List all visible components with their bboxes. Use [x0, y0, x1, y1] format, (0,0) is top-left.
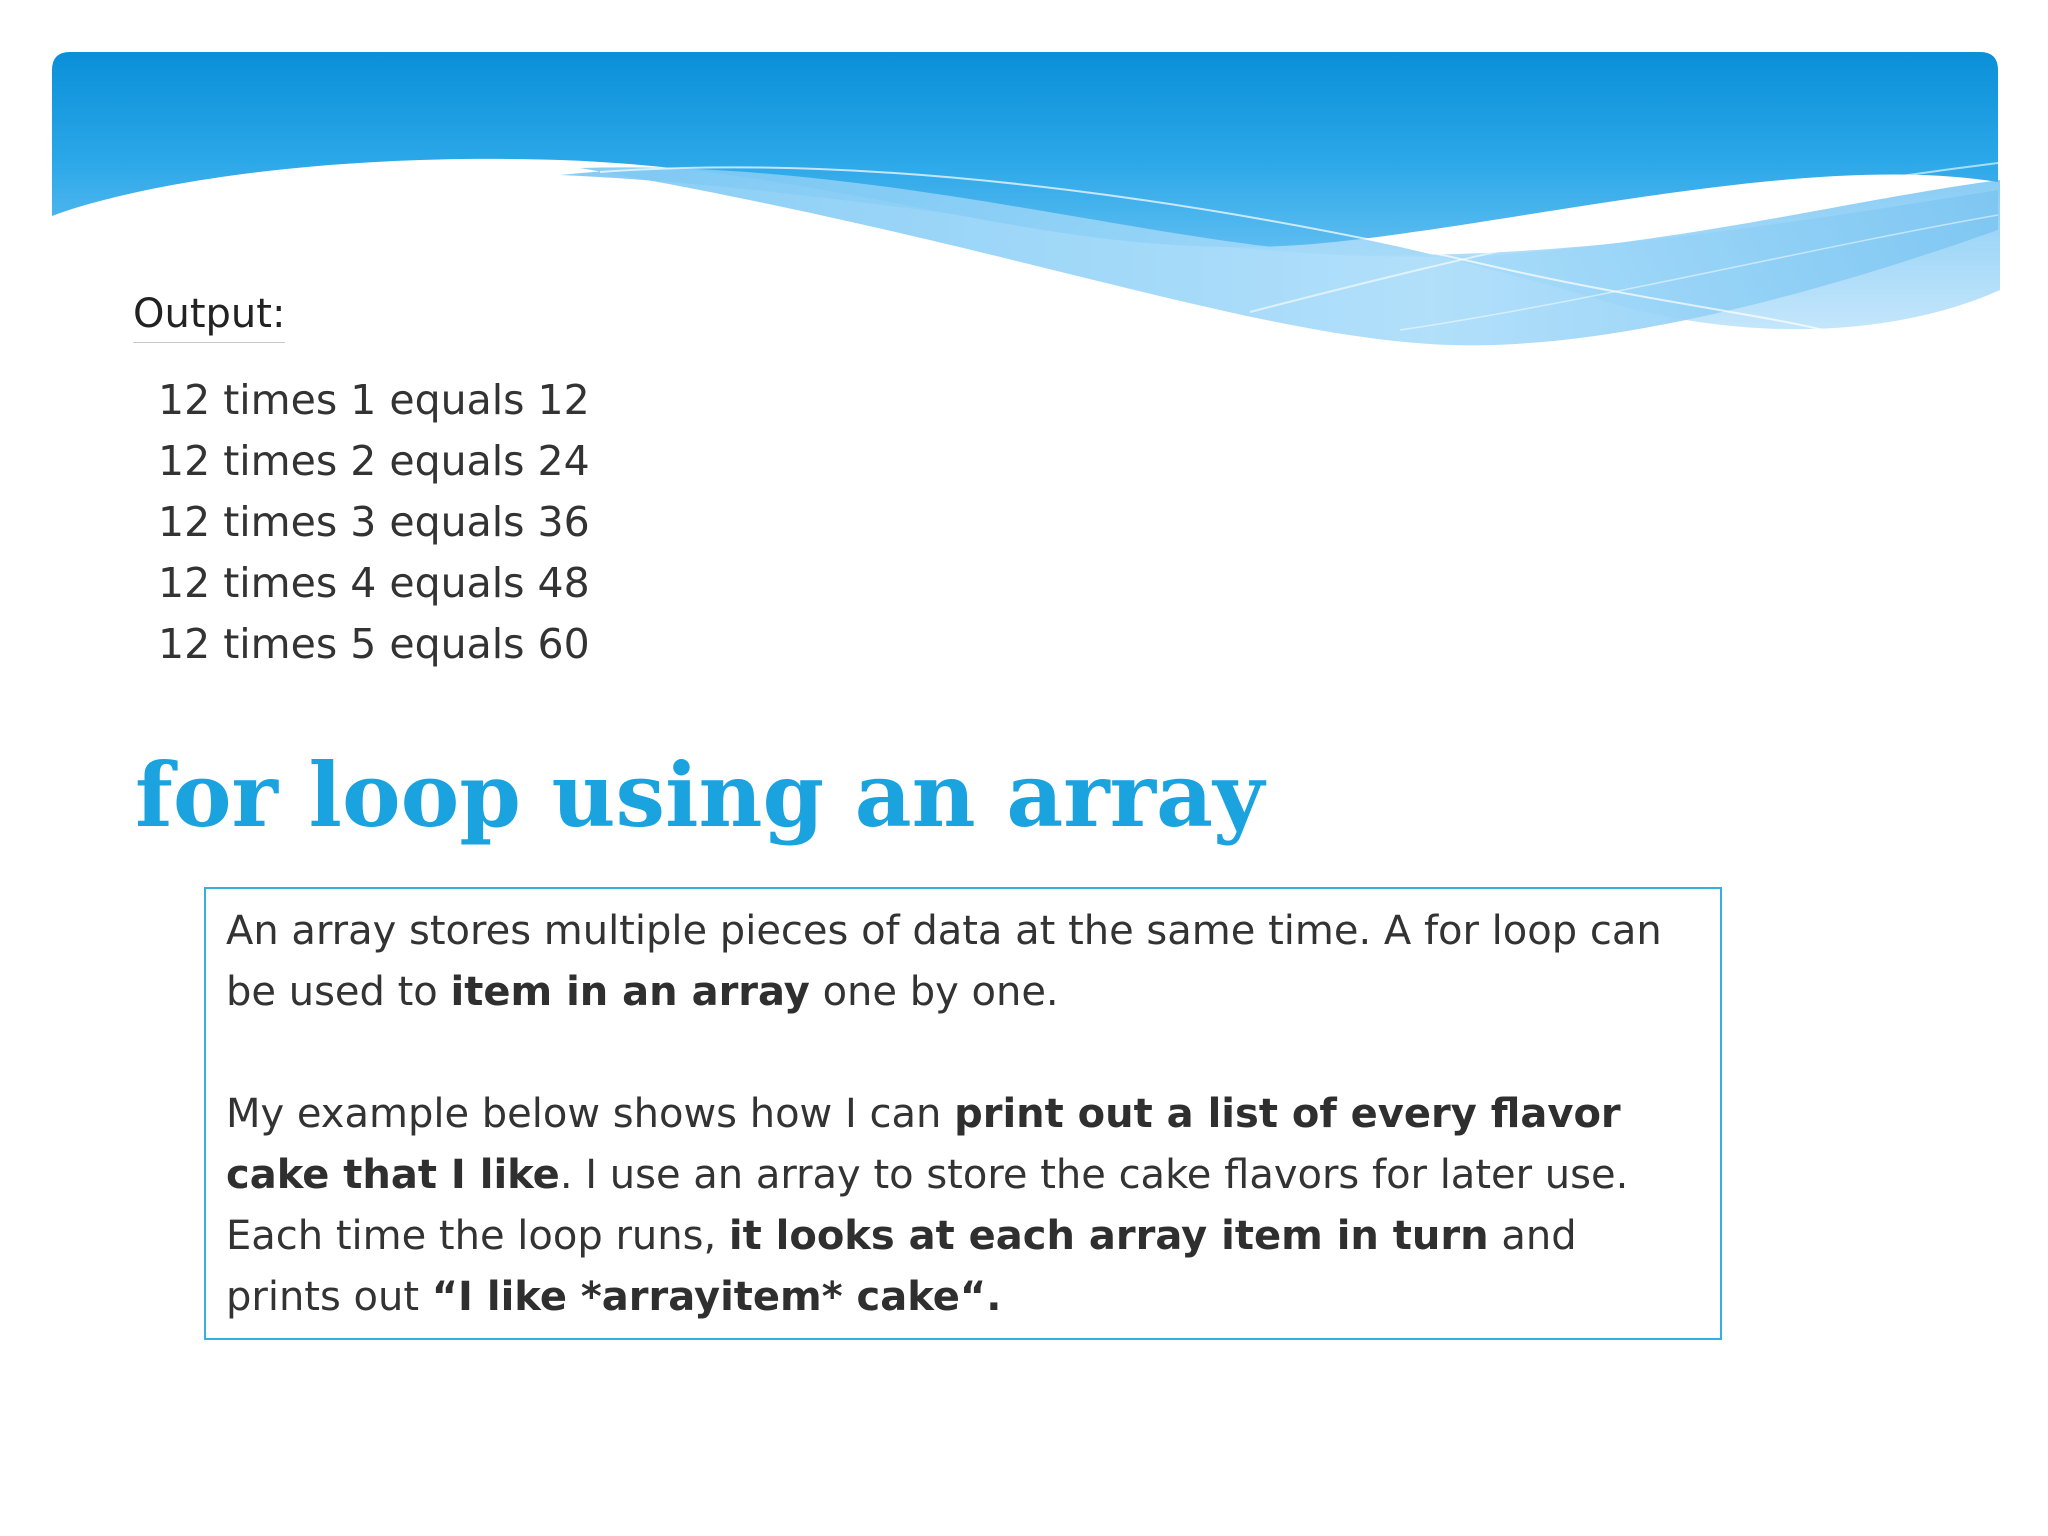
description-box [204, 887, 1722, 1340]
output-line: 12 times 3 equals 36 [158, 498, 590, 546]
paragraph-text: and prints out [226, 1213, 1577, 1320]
description-paragraph-1 [226, 901, 1700, 1023]
paragraph-bold-text: “I like *arrayitem* cake“. [431, 1274, 1002, 1320]
paragraph-text: one by one. [809, 969, 1059, 1015]
output-list [158, 370, 590, 675]
description-paragraph-2 [226, 1084, 1700, 1328]
paragraph-text: . I use an array to store the cake flavors for later use. Each time the loop runs, [226, 1152, 1629, 1259]
paragraph-text: An array stores multiple pieces of data at the same time. A for loop can be used to [226, 908, 1662, 1015]
output-line: 12 times 2 equals 24 [158, 437, 590, 485]
paragraph-bold-text: item in an array [450, 969, 810, 1015]
paragraph-bold-text: print out a list of every flavor cake that I like [226, 1091, 1621, 1198]
paragraph-spacer [226, 1023, 1700, 1084]
output-line: 12 times 5 equals 60 [158, 620, 590, 668]
output-label: Output: [133, 288, 285, 343]
paragraph-text: My example below shows how I can [226, 1091, 955, 1137]
paragraph-bold-text: it looks at each array item in turn [728, 1213, 1489, 1259]
header-wave-decoration [0, 0, 2048, 380]
output-line: 12 times 4 equals 48 [158, 559, 590, 607]
output-line: 12 times 1 equals 12 [158, 376, 590, 424]
section-heading: for loop using an array [135, 743, 1265, 847]
